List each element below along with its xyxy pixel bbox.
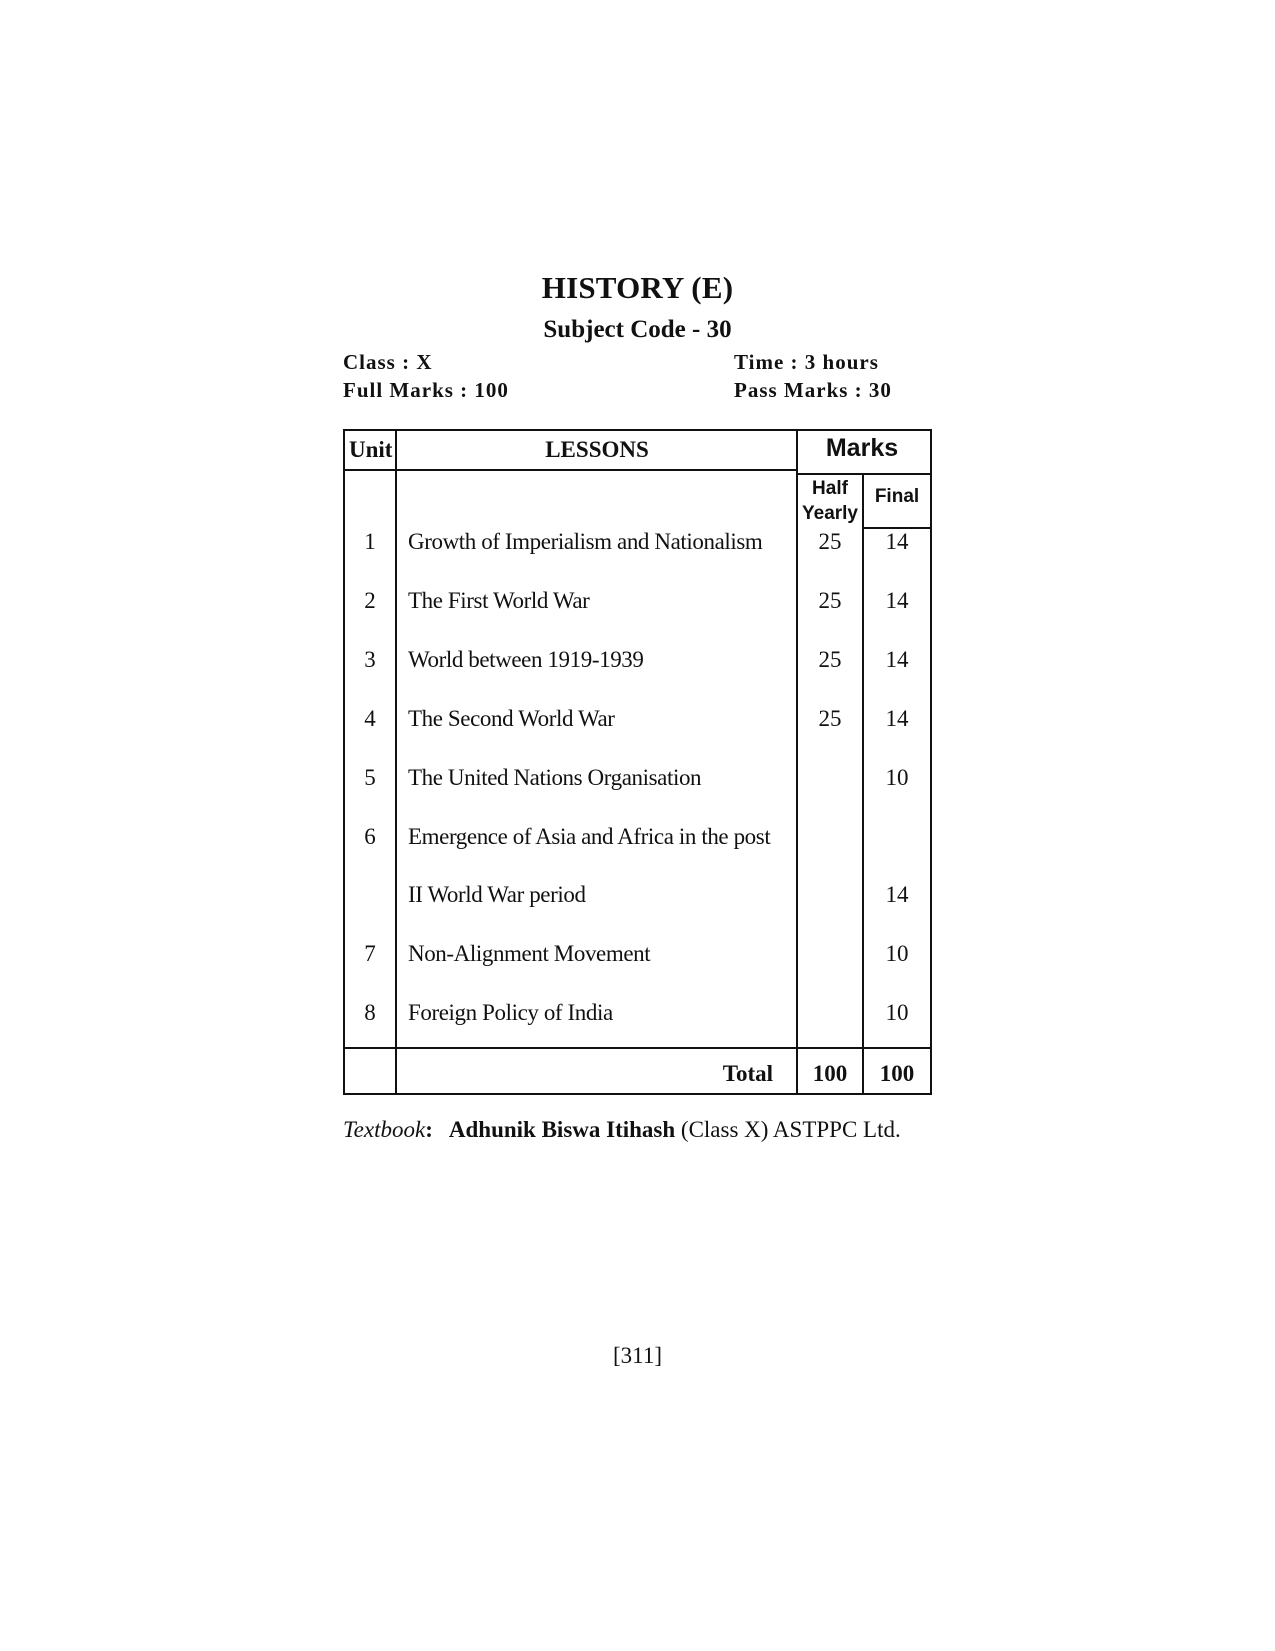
final-marks: 14 <box>885 706 909 731</box>
final-marks: 14 <box>885 647 909 672</box>
final-marks: 10 <box>885 941 909 966</box>
textbook-line <box>343 1117 901 1143</box>
table-row <box>345 765 930 805</box>
header-half-yearly: Half Yearly <box>802 478 858 524</box>
total-label: Total <box>722 1061 773 1086</box>
page-number: [311] <box>613 1343 662 1368</box>
table-row <box>345 824 930 864</box>
table-divider <box>796 473 930 475</box>
table-row <box>345 588 930 628</box>
unit-number: 2 <box>364 588 376 613</box>
half-yearly-marks: 25 <box>818 647 842 672</box>
lesson-title: The United Nations Organisation <box>408 765 702 790</box>
lesson-title: Foreign Policy of India <box>408 1000 613 1025</box>
header-final: Final <box>874 486 920 507</box>
unit-number: 5 <box>364 765 376 790</box>
lesson-title: Growth of Imperialism and Nationalism <box>408 529 763 554</box>
marks-table <box>343 429 932 1095</box>
table-divider <box>395 469 798 471</box>
header-unit: Unit <box>349 437 393 462</box>
total-half-yearly: 100 <box>812 1061 848 1086</box>
final-marks: 14 <box>885 588 909 613</box>
pass-marks-info: Pass Marks : 30 <box>734 378 892 402</box>
header-lessons: LESSONS <box>545 437 649 462</box>
lesson-title: The First World War <box>408 588 590 613</box>
lesson-title: World between 1919-1939 <box>408 647 644 672</box>
final-marks: 10 <box>885 765 909 790</box>
subject-code: Subject Code - 30 <box>543 316 732 343</box>
textbook-publisher: (Class X) ASTPPC Ltd. <box>680 1117 901 1142</box>
time-info: Time : 3 hours <box>734 350 879 374</box>
page-title: HISTORY (E) <box>541 270 734 305</box>
full-marks-info: Full Marks : 100 <box>343 378 509 402</box>
table-row <box>345 882 930 922</box>
unit-number: 8 <box>364 1000 376 1025</box>
lesson-title: The Second World War <box>408 706 615 731</box>
total-final: 100 <box>879 1061 915 1086</box>
lesson-title: Non-Alignment Movement <box>408 941 651 966</box>
table-row <box>345 941 930 981</box>
final-marks: 14 <box>885 882 909 907</box>
table-row <box>345 706 930 746</box>
final-marks: 14 <box>885 529 909 554</box>
table-divider <box>345 469 395 471</box>
lesson-title: Emergence of Asia and Africa in the post <box>408 824 771 849</box>
table-row <box>345 647 930 687</box>
textbook-label: Textbook <box>343 1117 426 1142</box>
table-row <box>345 529 930 569</box>
textbook-title: Adhunik Biswa Itihash <box>448 1117 676 1142</box>
half-yearly-marks: 25 <box>818 706 842 731</box>
unit-number: 3 <box>364 647 376 672</box>
class-info: Class : X <box>343 350 433 374</box>
table-divider <box>345 1047 930 1049</box>
half-yearly-marks: 25 <box>818 529 842 554</box>
table-row <box>345 1000 930 1040</box>
final-marks: 10 <box>885 1000 909 1025</box>
header-marks: Marks <box>825 434 899 462</box>
unit-number: 1 <box>364 529 376 554</box>
lesson-title: II World War period <box>408 882 586 907</box>
textbook-colon: : <box>425 1117 433 1142</box>
unit-number: 6 <box>364 824 376 849</box>
half-yearly-marks: 25 <box>818 588 842 613</box>
unit-number: 4 <box>364 706 376 731</box>
unit-number: 7 <box>364 941 376 966</box>
